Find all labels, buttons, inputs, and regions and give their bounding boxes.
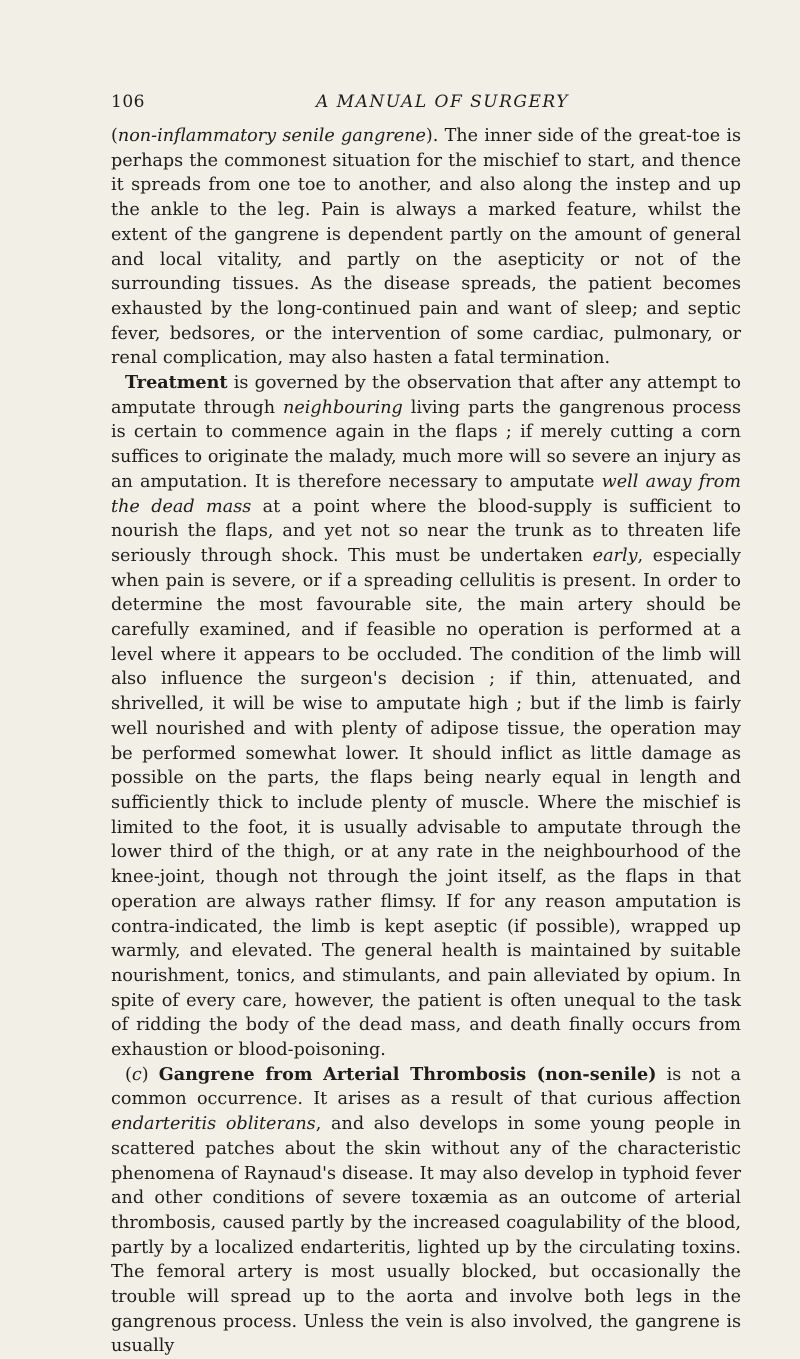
section-heading-arterial-thrombosis: Gangrene from Arterial Thrombosis (non-senile): [158, 1063, 657, 1085]
italic-term-endarteritis-obliterans: endarteritis obliterans: [111, 1114, 316, 1135]
paragraph-treatment: [111, 371, 741, 1063]
section-label-letter: c: [131, 1064, 142, 1085]
paragraph-text: ). The inner side of the great-toe is perhaps the commonest situation for the mischief to start, and thence it spreads from one toe to another, and also along the instep and up the ankle to the leg. Pain is always a marked feature, whilst the extent of the gangrene is dependent partly on the amount of general and local vitality, and partly on the asepticity or not of the surrounding tissues. As the disease spreads, the patient becomes exhausted by the long-continued pain and want of sleep; and septic fever, bedsores, or the intervention of some cardiac, pulmonary, or renal complication, may also hasten a fatal termination.: [111, 126, 741, 369]
paragraph-text: at a point where the blood-supply is sufficient to nourish the flaps, and yet not so near the trunk as to threaten life seriously through shock. This must be undertaken: [111, 496, 741, 566]
paragraph-text: , and also develops in some young people in scattered patches about the skin without any of the characteristic phenomena of Raynaud's disease. It may also develop in typhoid fever and other conditions of severe toxæmia as an outcome of arterial thrombosis, caused partly by the increased coagulability of the blood, partly by a localized endarteritis, lighted up by the circulating toxins. The femoral artery is most usually blocked, but occasionally the trouble will spread up to the aorta and involve both legs in the gangrenous process. Unless the vein is also involved, the gangrene is usually: [111, 1114, 741, 1357]
book-title: A MANUAL OF SURGERY: [316, 92, 569, 112]
running-head: [111, 92, 741, 114]
section-label-close: ): [141, 1064, 159, 1085]
italic-term-non-inflammatory-senile-gangrene: non-inflammatory senile gangrene: [117, 126, 426, 146]
italic-term: well away from the dead mass: [111, 471, 741, 517]
paragraph-arterial-thrombosis: [111, 1063, 741, 1359]
italic-term: neighbouring: [283, 397, 403, 418]
paragraph-text: living parts the gangrenous process is certain to commence again in the flaps ; if merely cutting a corn suffices to originate the malady, much more will so severe an injury as an amputation. It is therefore necessary to amputate: [111, 397, 741, 492]
section-label-open: (: [125, 1064, 132, 1085]
body-text: [111, 124, 741, 1359]
paragraph-senile-gangrene-continued: [111, 124, 741, 371]
section-heading-treatment: Treatment: [125, 372, 228, 394]
paragraph-text: is governed by the observation that after any attempt to amputate through: [111, 373, 741, 418]
paragraph-text: is not a common occurrence. It arises as a result of that curious affection: [111, 1064, 741, 1110]
open-paren: (: [111, 126, 118, 146]
italic-term: early: [592, 545, 638, 566]
page-number: 106: [111, 92, 145, 112]
paragraph-text: , especially when pain is severe, or if a spreading cellulitis is present. In order to determine the most favourable site, the main artery should be carefully examined, and if feasible no operation is performed at a level where it appears to be occluded. The condition of the limb will also influence the surgeon's decision ; if thin, attenuated, and shrivelled, it will be wise to amputate high ; but if the limb is fairly well nourished and with plenty of adipose tissue, the operation may be performed somewhat lower. It should inflict as little damage as possible on the parts, the flaps being nearly equal in length and sufficiently thick to include plenty of muscle. Where the mischief is limited to the foot, it is usually advisable to amputate through the lower third of the thigh, or at any rate in the neighbourhood of the knee-joint, though not through the joint itself, as the flaps in that operation are always rather flimsy. If for any reason amputation is contra-indicated, the limb is kept aseptic (if possible), wrapped up warmly, and elevated. The general health is maintained by suitable nourishment, tonics, and stimulants, and pain alleviated by opium. In spite of every care, however, the patient is often unequal to the task of ridding the body of the dead mass, and death finally occurs from exhaustion or blood-poisoning.: [111, 545, 741, 1061]
